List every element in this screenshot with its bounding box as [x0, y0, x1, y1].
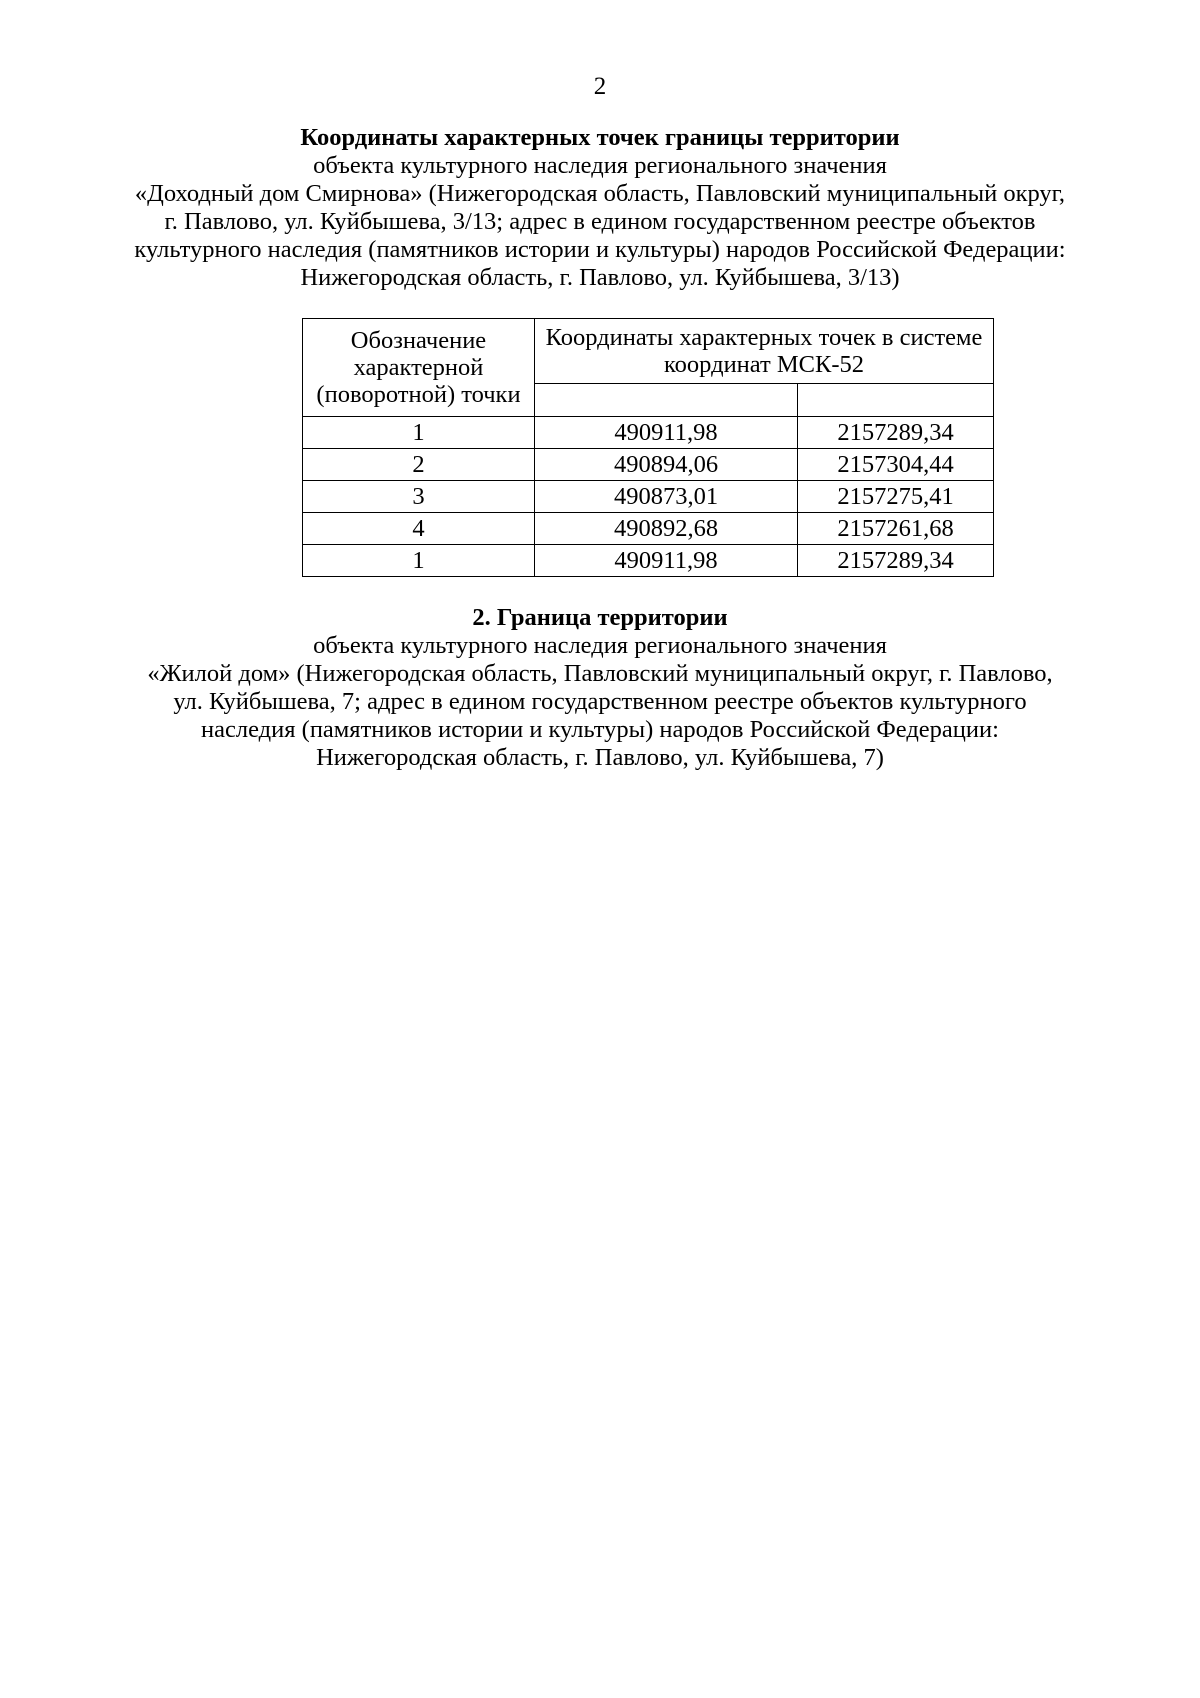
table-row: [303, 481, 994, 513]
table-row: [303, 545, 994, 577]
section-coordinates-smirnov: [0, 124, 1200, 292]
header-label-line: (поворотной) точки: [316, 381, 521, 408]
section-text-line: культурного наследия (памятников истории и культуры) народов Российской Федерации:: [134, 236, 1066, 263]
section-text-line: Нижегородская область, г. Павлово, ул. Куйбышева, 7): [316, 744, 884, 771]
table-row: [303, 449, 994, 481]
cell-y: 2157304,44: [798, 449, 994, 481]
cell-y: 2157289,34: [798, 545, 994, 577]
cell-x: 490911,98: [535, 417, 798, 449]
header-label-line: характерной: [353, 354, 484, 381]
cell-x: 490911,98: [535, 545, 798, 577]
section-text-line: г. Павлово, ул. Куйбышева, 3/13; адрес в едином государственном реестре объектов: [164, 208, 1036, 235]
table-row: [303, 417, 994, 449]
header-point-label: [303, 319, 535, 417]
header-coords-line: Координаты характерных точек в системе: [545, 324, 983, 351]
section-text-line: наследия (памятников истории и культуры) народов Российской Федерации:: [201, 716, 999, 743]
section-text-line: ул. Куйбышева, 7; адрес в едином государственном реестре объектов культурного: [173, 688, 1027, 715]
header-label-line: Обозначение: [350, 327, 487, 354]
section-text-line: объекта культурного наследия регионального значения: [313, 632, 887, 659]
cell-y: 2157261,68: [798, 513, 994, 545]
cell-point: 4: [303, 513, 535, 545]
section-heading: 2. Граница территории: [472, 604, 728, 631]
table-header-row: [303, 319, 994, 384]
cell-point: 1: [303, 545, 535, 577]
cell-point: 3: [303, 481, 535, 513]
cell-y: 2157289,34: [798, 417, 994, 449]
cell-y: 2157275,41: [798, 481, 994, 513]
header-coordinates: [535, 319, 994, 384]
cell-point: 1: [303, 417, 535, 449]
header-coords-line: координат МСК-52: [664, 351, 864, 378]
section-text-line: Нижегородская область, г. Павлово, ул. Куйбышева, 3/13): [300, 264, 900, 291]
subheader-x: [535, 384, 798, 417]
section-text-line: «Жилой дом» (Нижегородская область, Павловский муниципальный округ, г. Павлово,: [147, 660, 1053, 687]
cell-x: 490873,01: [535, 481, 798, 513]
section-heading: Координаты характерных точек границы территории: [300, 124, 900, 151]
cell-x: 490892,68: [535, 513, 798, 545]
section-text-line: объекта культурного наследия регионального значения: [313, 152, 887, 179]
table-row: [303, 513, 994, 545]
page-number: 2: [593, 73, 607, 100]
subheader-y: [798, 384, 994, 417]
cell-x: 490894,06: [535, 449, 798, 481]
cell-point: 2: [303, 449, 535, 481]
section-text-line: «Доходный дом Смирнова» (Нижегородская область, Павловский муниципальный округ,: [134, 180, 1066, 207]
coordinates-table: [302, 318, 994, 577]
section-boundary-residential: [0, 604, 1200, 772]
